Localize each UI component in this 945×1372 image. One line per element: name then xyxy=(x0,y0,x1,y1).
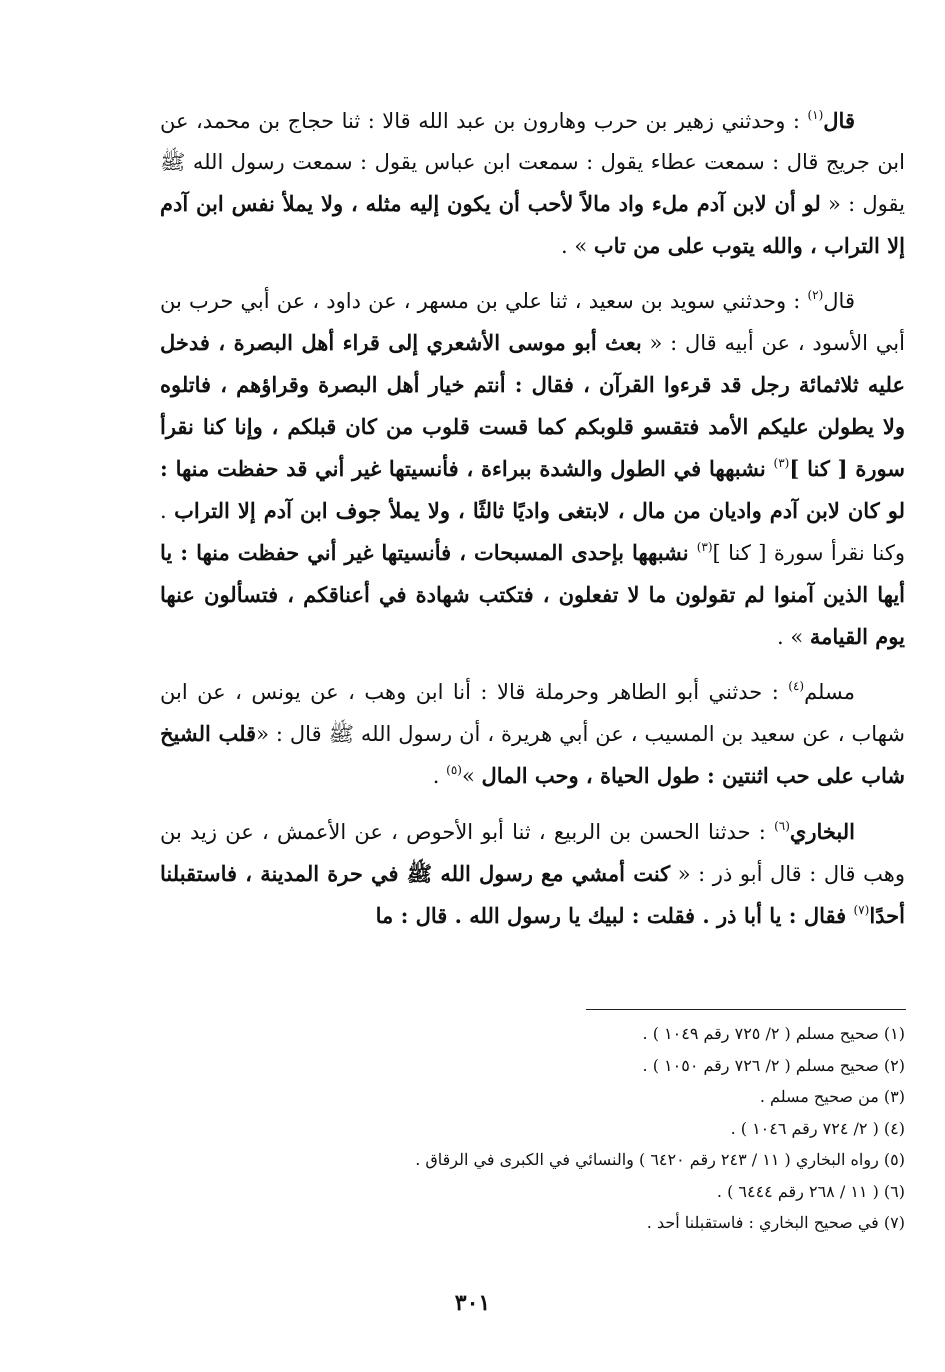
p3-s0: مسلم xyxy=(804,680,855,704)
p1-s2: : وحدثني زهير بن حرب وهارون بن عبد الله قالا : ثنا حجاج بن محمد، عن ابن جريج قال : سمعت عطاء يقول : سمعت ابن عباس يقول : سمعت رسول الله ﷺ يقول : « xyxy=(160,109,905,216)
p1-s4: » . xyxy=(560,234,594,258)
p3-s5: (٥) xyxy=(446,763,462,777)
p3-s1: (٤) xyxy=(788,679,805,693)
p2-s4: (٣) xyxy=(773,456,790,470)
p4-s4: (٧) xyxy=(853,903,870,917)
main-text xyxy=(160,100,905,951)
paragraph-3 xyxy=(160,672,905,797)
p4-s5: فقال : يا أبا ذر . فقلت : لبيك يا رسول الله . قال : ما xyxy=(375,903,854,928)
footnotes xyxy=(180,1018,905,1239)
p2-s1: (٢) xyxy=(807,288,824,302)
footnote-6: (٦) ( ١١ / ٢٦٨ رقم ٦٤٤٤ ) . xyxy=(716,1181,905,1201)
footnote-5: (٥) رواه البخاري ( ١١ / ٢٤٣ رقم ٦٤٢٠ ) والنسائي في الكبرى في الرقاق . xyxy=(415,1150,905,1169)
p2-s7: (٣) xyxy=(696,540,713,554)
p1-s3: لو أن لابن آدم ملء واد مالاً لأحب أن يكون إليه مثله ، ولا يملأ نفس ابن آدم إلا التراب ، والله يتوب على من تاب xyxy=(160,191,905,258)
p3-s4: » xyxy=(461,764,482,788)
p2-s5: نشبهها في الطول والشدة ببراءة ، فأنسيتها غير أني قد حفظت منها : لو كان لابن آدم واديان من مال ، لابتغى واديًا ثالثًا ، ولا يملأ جوف ابن آدم إلا التراب xyxy=(160,456,905,523)
paragraph-2 xyxy=(160,281,905,658)
p3-s6: . xyxy=(432,764,447,788)
p4-s3: كنت أمشي مع رسول الله ﷺ في حرة المدينة ، فاستقبلنا أحدًا xyxy=(160,861,905,928)
footnote-divider xyxy=(586,1009,906,1010)
p3-s2: : حدثني أبو الطاهر وحرملة قالا : أنا ابن وهب ، عن يونس ، عن ابن شهاب ، عن سعيد بن المسيب ، عن أبي هريرة ، أن رسول الله ﷺ قال : « xyxy=(160,680,905,746)
p4-s0: البخاري xyxy=(789,819,855,844)
p2-s8: نشبهها بإحدى المسبحات ، فأنسيتها غير أني حفظت منها : يا أيها الذين آمنوا لم تقولون ما لا تفعلون ، فتكتب شهادة في أعناقكم ، فتسألون عنها يوم القيامة xyxy=(160,540,905,649)
p4-s2: : حدثنا الحسن بن الربيع ، ثنا أبو الأحوص ، عن الأعمش ، عن زيد بن وهب قال : قال أبو ذر : « xyxy=(160,820,905,886)
paragraph-4 xyxy=(160,811,905,937)
p1-s0: قال xyxy=(823,108,855,133)
footnote-2: (٢) صحيح مسلم ( ٢/ ٧٢٦ رقم ١٠٥٠ ) . xyxy=(642,1055,905,1075)
p1-s1: (١) xyxy=(807,108,824,122)
p3-s3: قلب الشيخ شاب على حب اثنتين : طول الحياة ، وحب المال xyxy=(160,721,905,788)
paragraph-1 xyxy=(160,100,905,267)
page-number: ٣٠١ xyxy=(454,1290,491,1316)
p2-s2: : وحدثني سويد بن سعيد ، ثنا علي بن مسهر ، عن داود ، عن أبي حرب بن أبي الأسود ، عن أبيه قال : « xyxy=(160,289,905,355)
footnote-1: (١) صحيح مسلم ( ٢/ ٧٢٥ رقم ١٠٤٩ ) . xyxy=(642,1024,905,1043)
p2-s6: . وكنا نقرأ سورة [ كنا ] xyxy=(160,499,905,565)
footnote-7: (٧) في صحيح البخاري : فاستقبلنا أحد . xyxy=(646,1213,905,1232)
footnote-4: (٤) ( ٢/ ٧٢٤ رقم ١٠٤٦ ) . xyxy=(730,1118,905,1138)
p4-s1: (٦) xyxy=(774,819,790,833)
p2-s0: قال xyxy=(823,289,855,313)
p2-s9: » . xyxy=(777,625,810,649)
p2-s3: بعث أبو موسى الأشعري إلى قراء أهل البصرة ، فدخل عليه ثلاثمائة رجل قد قرءوا القرآن ، فقال : أنتم خيار أهل البصرة وقراؤهم ، فاتلوه ولا يطولن عليكم الأمد فتقسو قلوبكم كما قست قلوب من كان قبلكم ، وإنا كنا نقرأ سورة [ كنا ] xyxy=(160,330,905,481)
footnote-3: (٣) من صحيح مسلم . xyxy=(759,1087,905,1106)
